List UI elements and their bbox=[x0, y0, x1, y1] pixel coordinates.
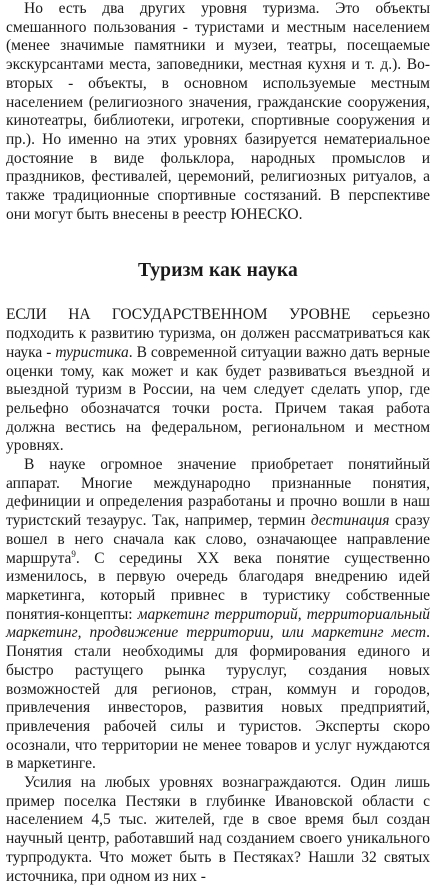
text-run: . В современной ситуации важно дать верные оценки тому, как может и как будет развиваться въездной и выездной туризм в России, на чем следует сделать упор, где рельефно обозначатся точки роста. Причем такая работа должна вестись на федеральном, региональном и местном уровнях. bbox=[6, 343, 430, 455]
text-run: В науке огромное значение приобретает понятийный аппарат. Многие международно признанные понятия, дефиниции и определения разработаны и прочно вошли в наш туристский тезаурус. Так, например, термин bbox=[6, 456, 430, 530]
section-heading: Туризм как наука bbox=[137, 260, 299, 282]
document-page bbox=[6, 0, 430, 886]
emphasis-term: дестинация bbox=[310, 512, 390, 530]
paragraph-intro: Но есть два других уровня туризма. Это объекты смешанного пользования - туристами и местным населением (менее значимые памятники и музеи, театры, посещаемые экскурсантами места, заповедники, местная кухня и т. д.). Во-вторых - объекты, в основном используемые местным населением (религиозного значения, гражданские сооружения, кинотеатры, библиотеки, игротеки, спортивные сооружения и пр.). Но именно на этих уровнях базируется нематериальное достояние в виде фольклора, народных промыслов и праздников, фестивалей, церемоний, религиозных ритуалов, а также традиционные спортивные состязаний. В перспективе они могут быть внесены в реестр ЮНЕСКО. bbox=[6, 0, 430, 223]
emphasis-terms: маркетинг территорий, территориальный маркетинг, продвижение территории, или маркетинг мест bbox=[6, 605, 430, 642]
emphasis-term: туристика bbox=[55, 343, 129, 361]
text-run: сразу вошел в него сначала как слово, означающее направление маршрута bbox=[6, 512, 430, 567]
footnote-ref: 9 bbox=[71, 548, 76, 559]
paragraph-tourism-science bbox=[6, 306, 430, 456]
paragraph-example: Усилия на любых уровнях вознаграждаются. Один лишь пример поселка Пестяки в глубинке Ивановской области с населением 4,5 тыс. жителей, где в свое время был создан научный центр, работавший над созданием своего уникального турпродукта. Что может быть в Пестяках? Нашли 32 святых источника, при одном из них - bbox=[6, 774, 430, 885]
paragraph-concepts bbox=[6, 456, 430, 774]
text-run: . С середины XX века понятие существенно изменилось, в первую очередь благодаря внедрению идей маркетинга, который привнес в туристику собственные понятия-концепты: bbox=[6, 549, 430, 623]
text-run: . Понятия стали необходимы для формирования единого и быстро растущего рынка туруслуг, создания новых возможностей для регионов, стран, коммун и городов, привлечения инвесторов, развития новых предприятий, привлечения рабочей силы и туристов. Эксперты скоро осознали, что территории не менее товаров и услуг нуждаются в маркетинге. bbox=[6, 624, 430, 773]
text-run: серьезно подходить к развитию туризма, он должен рассматриваться как наука - bbox=[6, 306, 430, 361]
lead-caps: ЕСЛИ НА ГОСУДАРСТВЕННОМ УРОВНЕ bbox=[6, 306, 351, 324]
